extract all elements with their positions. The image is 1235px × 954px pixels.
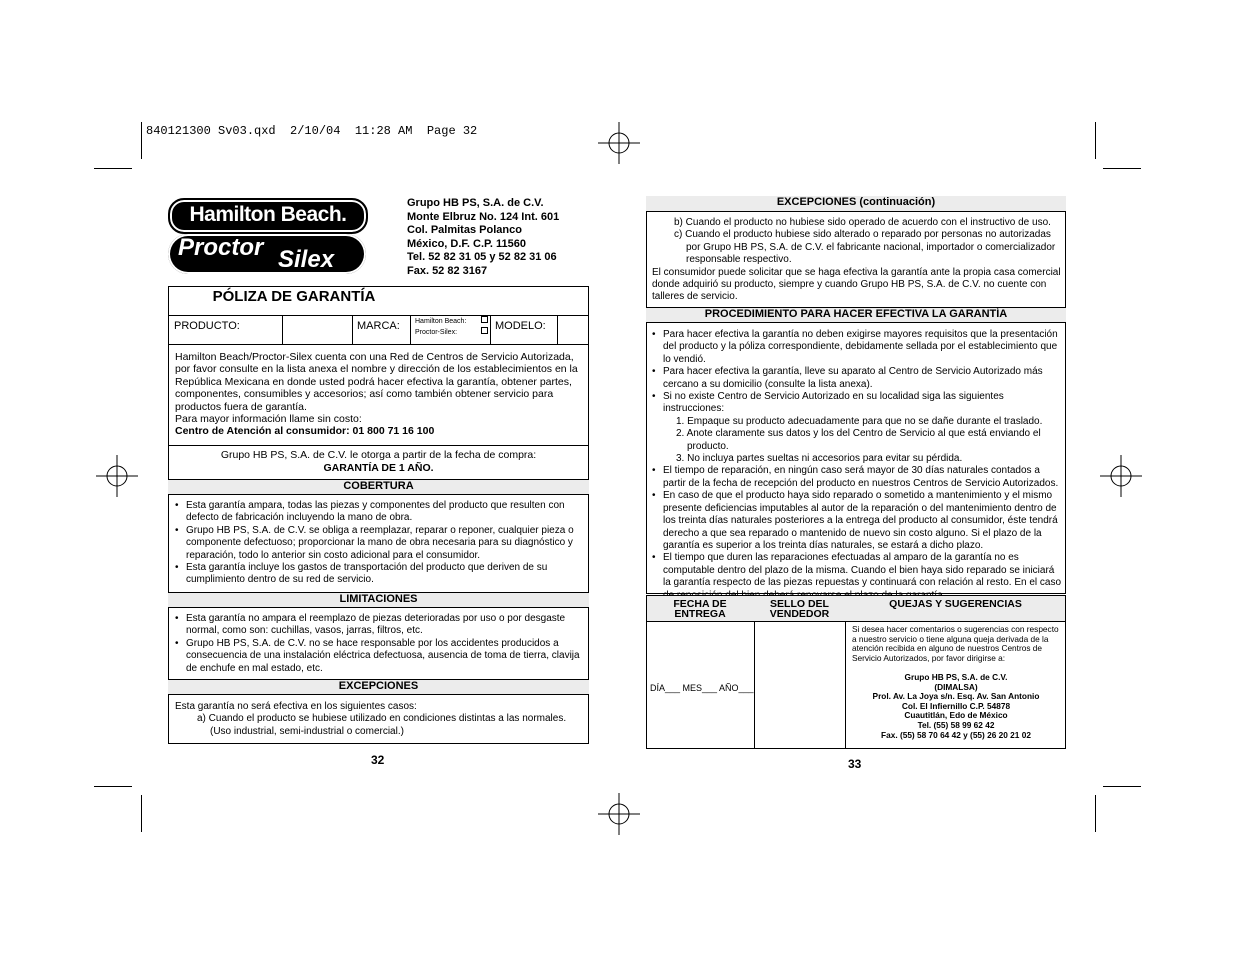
col-quejas: QUEJAS Y SUGERENCIAS: [889, 598, 1022, 610]
excepciones-cont-heading: EXCEPCIONES (continuación): [646, 196, 1066, 212]
page-number-right: 33: [848, 757, 862, 771]
hamilton-beach-logo: Hamilton Beach.: [168, 198, 368, 234]
procedimiento-heading: PROCEDIMIENTO PARA HACER EFECTIVA LA GARANTÍA: [646, 307, 1066, 323]
print-header: 840121300 Sv03.qxd 2/10/04 11:28 AM Page 32: [146, 124, 478, 138]
limitaciones-list: • Esta garantía no ampara el reemplazo de piezas deterioradas por uso o por desgaste normal, como son: cuchillas, vasos, jarras, filtros, etc. • Grupo HB PS, S.A. de C.V. no se hace responsable por los accidentes producidos a consecuencia de una instalación eléctrica defectuosa, ausencia de toma de tierra, clavija de enchufe en mal estado, etc.: [175, 613, 580, 675]
registration-mark-bottom: [598, 793, 640, 835]
stamp-field[interactable]: [755, 622, 844, 748]
excepciones-cont-text: b) Cuando el producto no hubiese sido operado de acuerdo con el instructivo de uso. c) Cuando el producto hubiese sido alterado o reparado por personas no autorizadas por Grupo HB PS, S.A. de C.V. el fabricante nacional, importador o comercializador responsable respectivo. El consumidor puede solicitar que se haga efectiva la garantía ante la propia casa comercial donde adquirió su producto, siempre y cuando Grupo HB PS, S.A. de C.V. no cuente con talleres de servicio.: [652, 217, 1061, 303]
product-field[interactable]: [283, 316, 351, 343]
registration-mark-left: [96, 455, 138, 497]
brand-option-hamilton[interactable]: Hamilton Beach:: [415, 316, 488, 327]
brand-label: MARCA:: [357, 320, 400, 332]
checkbox-icon: [481, 327, 488, 334]
quejas-address: Grupo HB PS, S.A. de C.V. (DIMALSA) Prol. Av. La Joya s/n. Esq. Av. San Antonio Col. El Infiernillo C.P. 54878 Cuautitlán, Edo de México Tel. (55) 58 99 62 42 Fax. (55) 58 70 64 42 y (55) 26 20 21 02: [872, 672, 1040, 740]
brand-option-proctor[interactable]: Proctor-Silex:: [415, 327, 488, 338]
registration-mark-right: [1100, 455, 1142, 497]
checkbox-icon: [481, 316, 488, 323]
product-label: PRODUCTO:: [174, 320, 240, 332]
col-fecha-entrega: FECHA DE ENTREGA: [673, 598, 727, 620]
col-sello-vendedor: SELLO DEL VENDEDOR: [769, 598, 830, 620]
intro-text: Hamilton Beach/Proctor-Silex cuenta con una Red de Centros de Servicio Autorizada, por favor consulte en la lista anexa el nombre y dirección de los establecimientos en la República Mexicana en donde usted podrá hacer efectiva la garantía, obtener partes, componentes, consumibles y accesorios; así como también obtener servicio para productos fuera de garantía. Para mayor información llame sin costo: Centro de Atención al consumidor: 01 800 71 16 100: [175, 351, 578, 438]
date-field[interactable]: DÍA___ MES___ AÑO___: [650, 683, 754, 693]
procedimiento-text: • Para hacer efectiva la garantía no deben exigirse mayores requisitos que la presentación del producto y la póliza correspondiente, debidamente sellada por el establecimiento que lo vendió. • Para hacer efectiva la garantía, lleve su aparato al Centro de Servicio Autorizado más cercano a su domicilio (consulte la lista anexa). • Si no existe Centro de Servicio Autorizado en su localidad siga las siguientes instrucciones: 1. Empaque su producto adecuadamente para que no se dañe durante el traslado. 2. Anote claramente sus datos y los del Centro de Servicio al que está enviando el producto. 3. No incluya partes sueltas ni accesorios para evitar su pérdida. • El tiempo de reparación, en ningún caso será mayor de 30 días naturales contados a partir de la fecha de recepción del producto en nuestros Centros de Servicio Autorizados. • En caso de que el producto haya sido reparado o sometido a mantenimiento y el mismo presente deficiencias imputables al autor de la reparación o del mantenimiento dentro de los treinta días naturales posteriores a la entrega del producto al consumidor, éste tendrá derecho a que sea reparado o mantenido de nuevo sin costo alguno. Si el plazo de la garantía es superior a los treinta días naturales, se estará a dicho plazo. • El tiempo que duren las reparaciones efectuadas al amparo de la garantía no es computable dentro del plazo de la misma. Cuando el bien haya sido reparado se iniciará la garantía respecto de las piezas repuestas y continuará con relación al resto. En el caso: [652, 329, 1062, 602]
warranty-grant: Grupo HB PS, S.A. de C.V. le otorga a partir de la fecha de compra: GARANTÍA DE 1 AÑO.: [220, 449, 537, 474]
excepciones-text: Esta garantía no será efectiva en los siguientes casos: a) Cuando el producto se hubiese utilizado en condiciones distintas a las normales. (Uso industrial, semi-industrial o comercial.): [175, 701, 567, 737]
cobertura-heading: COBERTURA: [168, 479, 589, 495]
proctor-silex-logo: Proctor Silex: [168, 234, 366, 274]
model-label: MODELO:: [495, 320, 546, 332]
page-number-left: 32: [371, 753, 385, 767]
brand-options: [415, 316, 488, 338]
limitaciones-heading: LIMITACIONES: [168, 592, 589, 608]
registration-mark-top: [598, 122, 640, 164]
quejas-text: Si desea hacer comentarios o sugerencias con respecto a nuestro servicio o tiene alguna queja derivada de la atención recibida en alguno de nuestros Centros de Servicio Autorizados, por favor dirigirse a:: [852, 624, 1059, 663]
model-field[interactable]: [558, 316, 588, 343]
cobertura-list: • Esta garantía ampara, todas las piezas y componentes del producto que resulten con defecto de fabricación incluyendo la mano de obra. • Grupo HB PS, S.A. de C.V. se obliga a reemplazar, reparar o reponer, cualquier pieza o componente defectuoso; proporcionar la mano de obra necesaria para su diagnóstico y reparación, todo lo anterior sin costo adicional para el consumidor. • Esta garantía incluye los gastos de transportación del producto que deriven de su cumplimiento dentro de su red de servicio.: [175, 500, 580, 587]
page-title: PÓLIZA DE GARANTÍA: [212, 288, 376, 305]
company-address: Grupo HB PS, S.A. de C.V. Monte Elbruz No. 124 Int. 601 Col. Palmitas Polanco México, D.F. C.P. 11560 Tel. 52 82 31 05 y 52 82 31 06 Fax. 52 82 3167: [407, 197, 560, 277]
excepciones-heading: EXCEPCIONES: [168, 679, 589, 695]
